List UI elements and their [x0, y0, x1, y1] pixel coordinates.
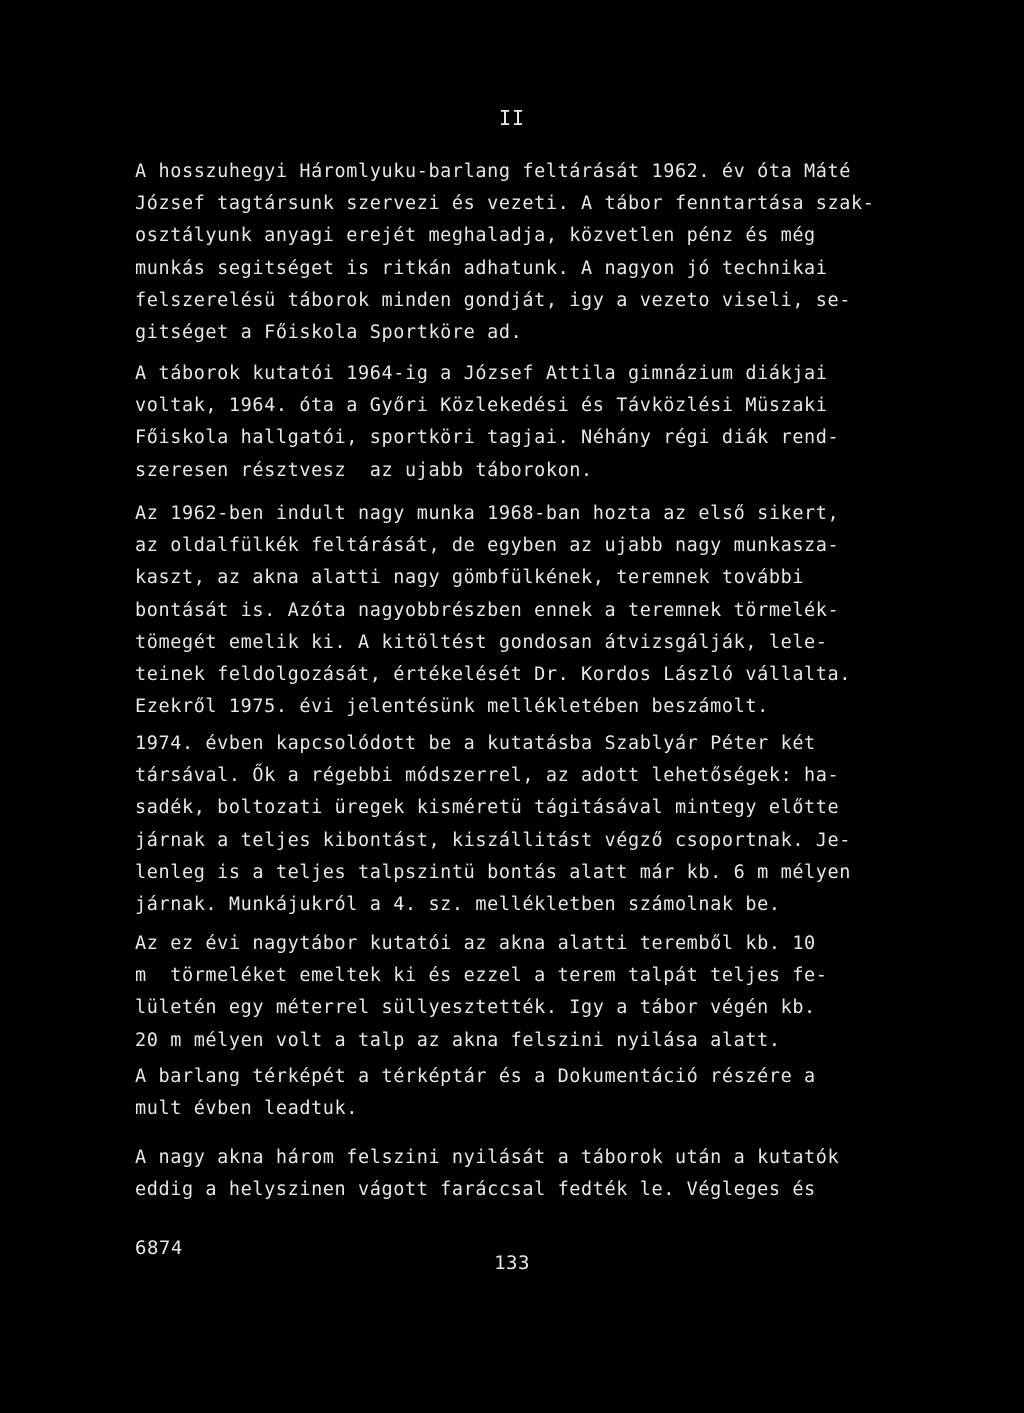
text-line: 20 m mélyen volt a talp az akna felszini nyilása alatt. — [135, 1029, 781, 1051]
text-line: A hosszuhegyi Háromlyuku-barlang feltárását 1962. év óta Máté — [135, 161, 852, 182]
document-code: 6874 — [135, 1237, 183, 1259]
text-line: m törmeléket emeltek ki és ezzel a terem talpát teljes fe- — [135, 965, 828, 987]
text-line: osztályunk anyagi erejét meghaladja, közvetlen pénz és még — [135, 225, 816, 247]
text-line: járnak. Munkájukról a 4. sz. mellékletben számolnak be. — [135, 894, 781, 916]
text-line: Ezekről 1975. évi jelentésünk mellékletében beszámolt. — [135, 696, 769, 718]
text-line: Az 1962-ben indult nagy munka 1968-ban hozta az első sikert, — [135, 503, 840, 524]
text-line: szeresen résztvesz az ujabb táborokon. — [135, 459, 593, 481]
text-line: Az ez évi nagytábor kutatói az akna alatti teremből kb. 10 — [135, 933, 816, 954]
text-line: munkás segitséget is ritkán adhatunk. A nagyon jó technikai — [135, 257, 828, 279]
paragraph-6 — [135, 1061, 895, 1125]
text-line: felszerelésü táborok minden gondját, igy a vezeto viseli, se- — [135, 289, 852, 311]
text-line: társával. Ők a régebbi módszerrel, az adott lehetőségek: ha- — [135, 765, 840, 787]
text-line: az oldalfülkék feltárását, de egyben az ujabb nagy munkasza- — [135, 535, 840, 557]
text-line: teinek feldolgozását, értékelését Dr. Kordos László vállalta. — [135, 664, 852, 686]
text-line: 1974. évben kapcsolódott be a kutatásba Szablyár Péter két — [135, 733, 816, 754]
text-line: lületén egy méterrel süllyesztették. Igy a tábor végén kb. — [135, 997, 816, 1019]
text-line: József tagtársunk szervezi és vezeti. A tábor fenntartása szak- — [135, 193, 875, 215]
text-line: eddig a helyszinen vágott faráccsal fedték le. Végleges és — [135, 1179, 816, 1201]
text-line: kaszt, az akna alatti nagy gömbfülkének, teremnek további — [135, 567, 805, 589]
text-line: Főiskola hallgatói, sportköri tagjai. Néhány régi diák rend- — [135, 427, 840, 449]
paragraph-2 — [135, 358, 895, 487]
text-line: A nagy akna három felszini nyilását a táborok után a kutatók — [135, 1147, 840, 1168]
text-line: járnak a teljes kibontást, kiszállitást végző csoportnak. Je- — [135, 829, 852, 851]
text-line: A táborok kutatói 1964-ig a József Attila gimnázium diákjai — [135, 363, 828, 384]
paragraph-4 — [135, 728, 895, 921]
text-line: voltak, 1964. óta a Győri Közlekedési és Távközlési Müszaki — [135, 395, 828, 417]
text-line: mult évben leadtuk. — [135, 1098, 359, 1120]
text-line: lenleg is a teljes talpszintü bontás alatt már kb. 6 m mélyen — [135, 861, 852, 883]
text-line: bontását is. Azóta nagyobbrészben ennek a teremnek törmelék- — [135, 599, 840, 621]
text-line: gitséget a Főiskola Sportköre ad. — [135, 322, 523, 344]
text-line: A barlang térképét a térképtár és a Dokumentáció részére a — [135, 1066, 816, 1087]
paragraph-7 — [135, 1142, 895, 1206]
paragraph-1 — [135, 156, 895, 349]
text-line: tömegét emelik ki. A kitöltést gondosan átvizsgálják, lele- — [135, 631, 828, 653]
page-number: 133 — [494, 1252, 530, 1274]
section-number: II — [498, 106, 526, 130]
paragraph-5 — [135, 928, 895, 1057]
text-line: sadék, boltozati üregek kisméretü tágitásával mintegy előtte — [135, 797, 840, 819]
paragraph-3 — [135, 498, 895, 723]
